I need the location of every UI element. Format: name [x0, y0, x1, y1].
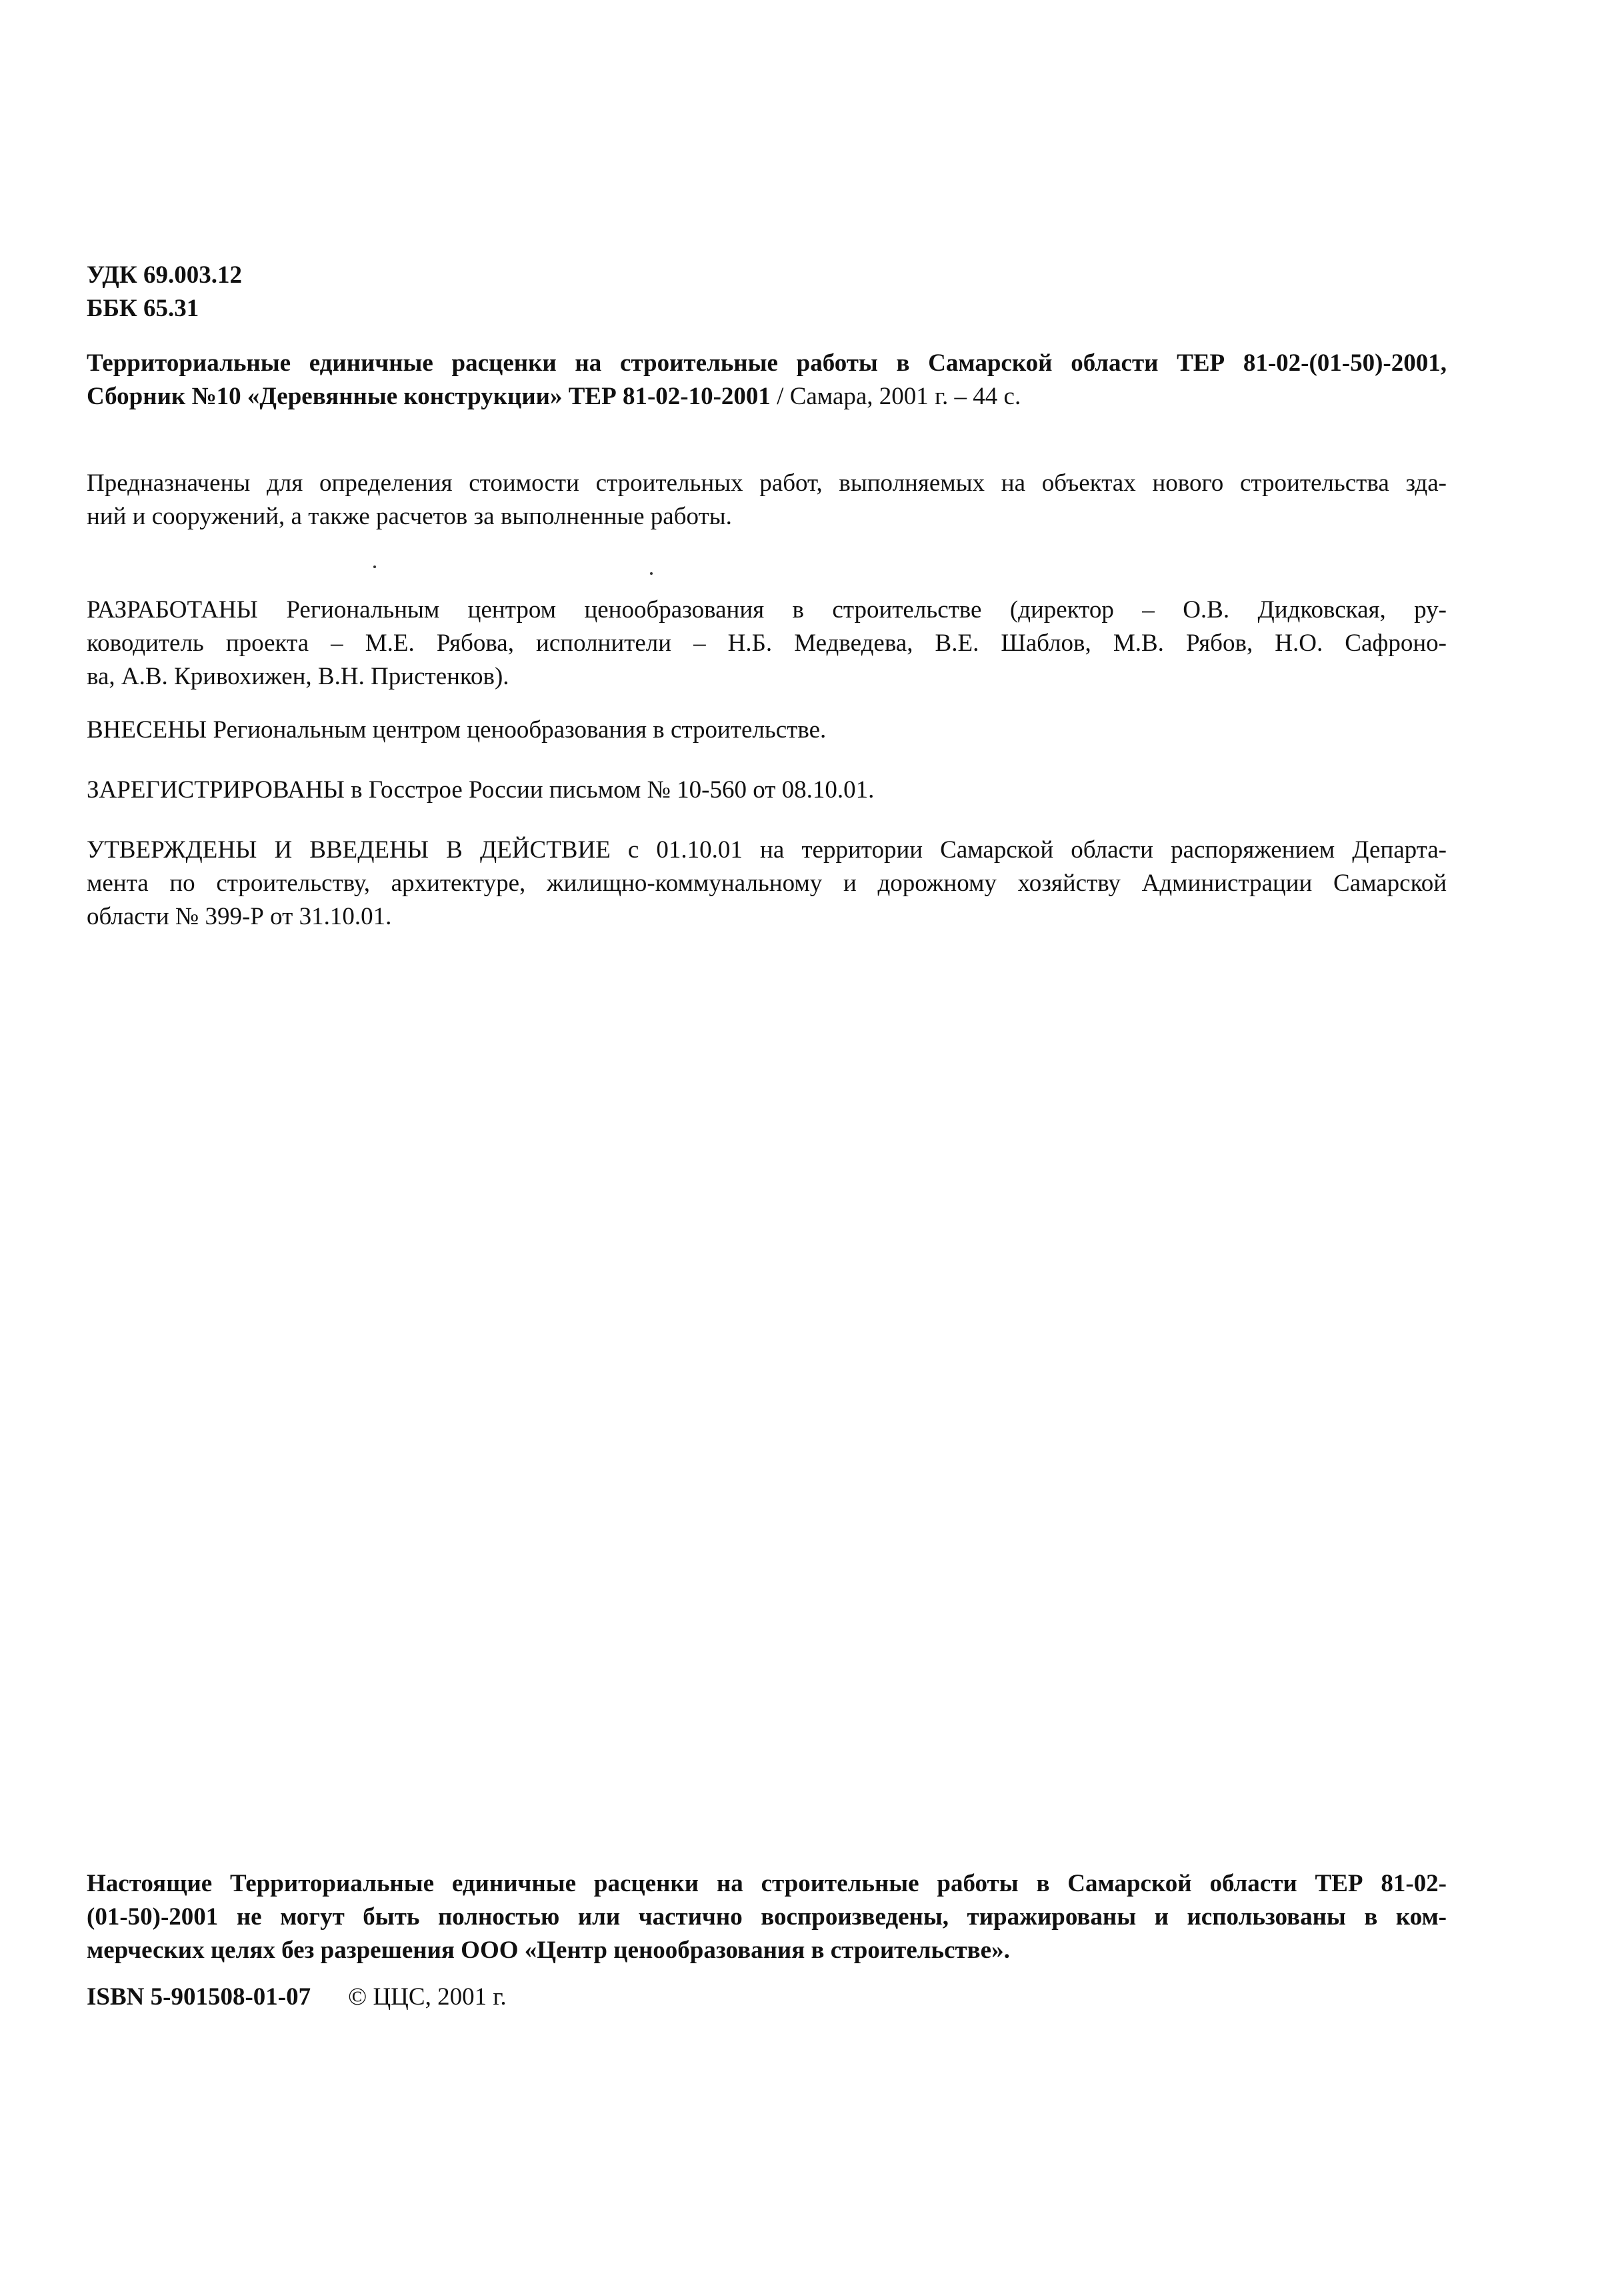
copyright-notice: [87, 1867, 1447, 1967]
introduced-line: ВНЕСЕНЫ Региональным центром ценообразования в строительстве.: [87, 716, 827, 744]
isbn: ISBN 5-901508-01-07: [87, 1983, 311, 2011]
approved-paragraph: [87, 834, 1447, 934]
registered-paragraph: [87, 774, 1447, 807]
title-collection: Сборник №10 «Деревянные конструкции» ТЕР 81-02-10-2001: [87, 383, 771, 410]
bibliographic-title: [87, 347, 1447, 413]
developed-by-paragraph: [87, 594, 1447, 694]
notice-line-2: (01-50)-2001 не могут быть полностью или частично воспроизведены, тиражированы и использованы в ком-: [87, 1903, 1447, 1931]
isbn-copyright-line: [87, 1981, 507, 2014]
introduced-by-paragraph: [87, 714, 1447, 747]
title-imprint: / Самара, 2001 г. – 44 с.: [770, 383, 1021, 410]
approved-line-2: мента по строительству, архитектуре, жилищно-коммунальному и дорожному хозяйству Администрации Самарской: [87, 870, 1447, 897]
classification-codes: [87, 259, 1447, 325]
approved-line-1: УТВЕРЖДЕНЫ И ВВЕДЕНЫ В ДЕЙСТВИЕ с 01.10.01 на территории Самарской области распоряжением Департа-: [87, 836, 1447, 864]
purpose-line-1: Предназначены для определения стоимости строительных работ, выполняемых на объектах нового строительства зда-: [87, 469, 1447, 497]
developed-line-3: ва, А.В. Кривохижен, В.Н. Пристенков).: [87, 663, 509, 690]
registered-line: ЗАРЕГИСТРИРОВАНЫ в Госстрое России письмом № 10-560 от 08.10.01.: [87, 776, 875, 804]
developed-line-2: ководитель проекта – М.Е. Рябова, исполнители – Н.Б. Медведева, В.Е. Шаблов, М.В. Рябов, Н.О. Сафроно-: [87, 630, 1447, 657]
approved-line-3: области № 399-Р от 31.10.01.: [87, 903, 392, 930]
scan-speck: [373, 565, 376, 568]
copyright-mark: © ЦЦС, 2001 г.: [348, 1983, 507, 2011]
udk-code: УДК 69.003.12: [87, 261, 242, 289]
bbk-code: ББК 65.31: [87, 295, 199, 322]
developed-line-1: РАЗРАБОТАНЫ Региональным центром ценообразования в строительстве (директор – О.В. Дидковская, ру-: [87, 596, 1447, 624]
scan-speck: [650, 572, 653, 575]
notice-line-3: мерческих целях без разрешения ООО «Центр ценообразования в строительстве».: [87, 1937, 1010, 1964]
notice-line-1: Настоящие Территориальные единичные расценки на строительные работы в Самарской области ТЕР 81-02-: [87, 1870, 1447, 1897]
title-line-2: [87, 380, 1447, 413]
purpose-paragraph: [87, 467, 1447, 533]
title-line-1: Территориальные единичные расценки на строительные работы в Самарской области ТЕР 81-02-(01-50)-2001,: [87, 349, 1447, 377]
purpose-line-2: ний и сооружений, а также расчетов за выполненные работы.: [87, 503, 732, 530]
